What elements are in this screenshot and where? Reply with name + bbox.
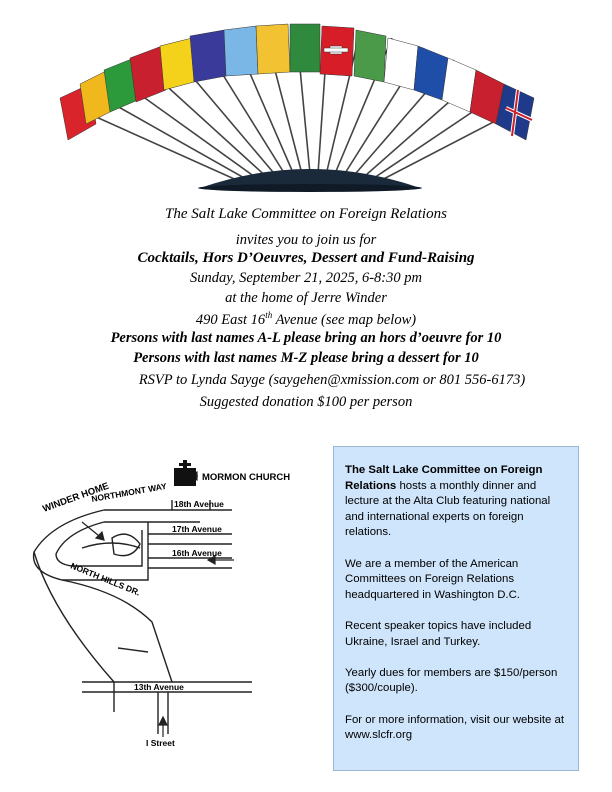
date-line: Sunday, September 21, 2025, 6-8:30 pm xyxy=(190,270,422,286)
org-line: The Salt Lake Committee on Foreign Relations xyxy=(165,206,447,222)
map-label-north-hills-dr: NORTH HILLS DR. xyxy=(69,560,142,598)
map-label-13th-avenue: 13th Avenue xyxy=(134,682,184,692)
church-icon xyxy=(174,460,196,486)
address-prefix: 490 East 16 xyxy=(195,311,266,328)
flag-stand-base xyxy=(198,184,422,192)
donation-line: Suggested donation $100 per person xyxy=(199,394,413,410)
info-paragraph-1 xyxy=(345,463,568,541)
map-label-winder-home: WINDER HOME xyxy=(41,480,111,515)
map-label-17th-avenue: 17th Avenue xyxy=(172,524,222,534)
map-label-i-street: I Street xyxy=(146,738,175,748)
info-paragraph-4: Yearly dues for members are $150/person ($300/couple). xyxy=(345,666,558,695)
map-roads xyxy=(34,500,252,734)
map-label-northmont-way: NORTHMONT WAY xyxy=(90,480,168,504)
info-paragraph-3: Recent speaker topics have included Ukraine, Israel and Turkey. xyxy=(345,619,532,648)
location-map xyxy=(22,452,322,752)
map-label-mormon-church: MORMON CHURCH xyxy=(202,472,291,483)
hors-doeuvre-line: Persons with last names A-L please bring an hors d’oeuvre for 10 xyxy=(110,330,502,346)
dessert-line: Persons with last names M-Z please bring a dessert for 10 xyxy=(133,350,479,366)
event-line: Cocktails, Hors D’Oeuvres, Dessert and Fund-Raising xyxy=(137,250,475,266)
info-paragraph-5: For or more information, visit our website at www.slcfr.org xyxy=(345,713,565,742)
map-label-18th-avenue: 18th Avenue xyxy=(174,499,224,509)
invites-line: invites you to join us for xyxy=(235,232,377,248)
host-line: at the home of Jerre Winder xyxy=(225,290,387,306)
rsvp-line: RSVP to Lynda Sayge (saygehen@xmission.com or 801 556-6173) xyxy=(138,372,526,388)
info-title: The Salt Lake Committee on Foreign Relations xyxy=(345,464,543,492)
address-superscript: th xyxy=(265,310,273,320)
address-line xyxy=(0,310,612,329)
flags-banner-image xyxy=(50,18,562,198)
info-p1-text: hosts a monthly dinner and lecture at the Alta Club featuring national and international experts on foreign relations. xyxy=(345,479,551,539)
flag-cloths xyxy=(60,24,534,140)
map-label-16th-avenue: 16th Avenue xyxy=(172,548,222,558)
info-box xyxy=(333,446,579,771)
address-suffix: Avenue (see map below) xyxy=(272,311,417,328)
info-paragraph-2: We are a member of the American Committees on Foreign Relations headquartered in Washington D.C. xyxy=(345,557,520,601)
